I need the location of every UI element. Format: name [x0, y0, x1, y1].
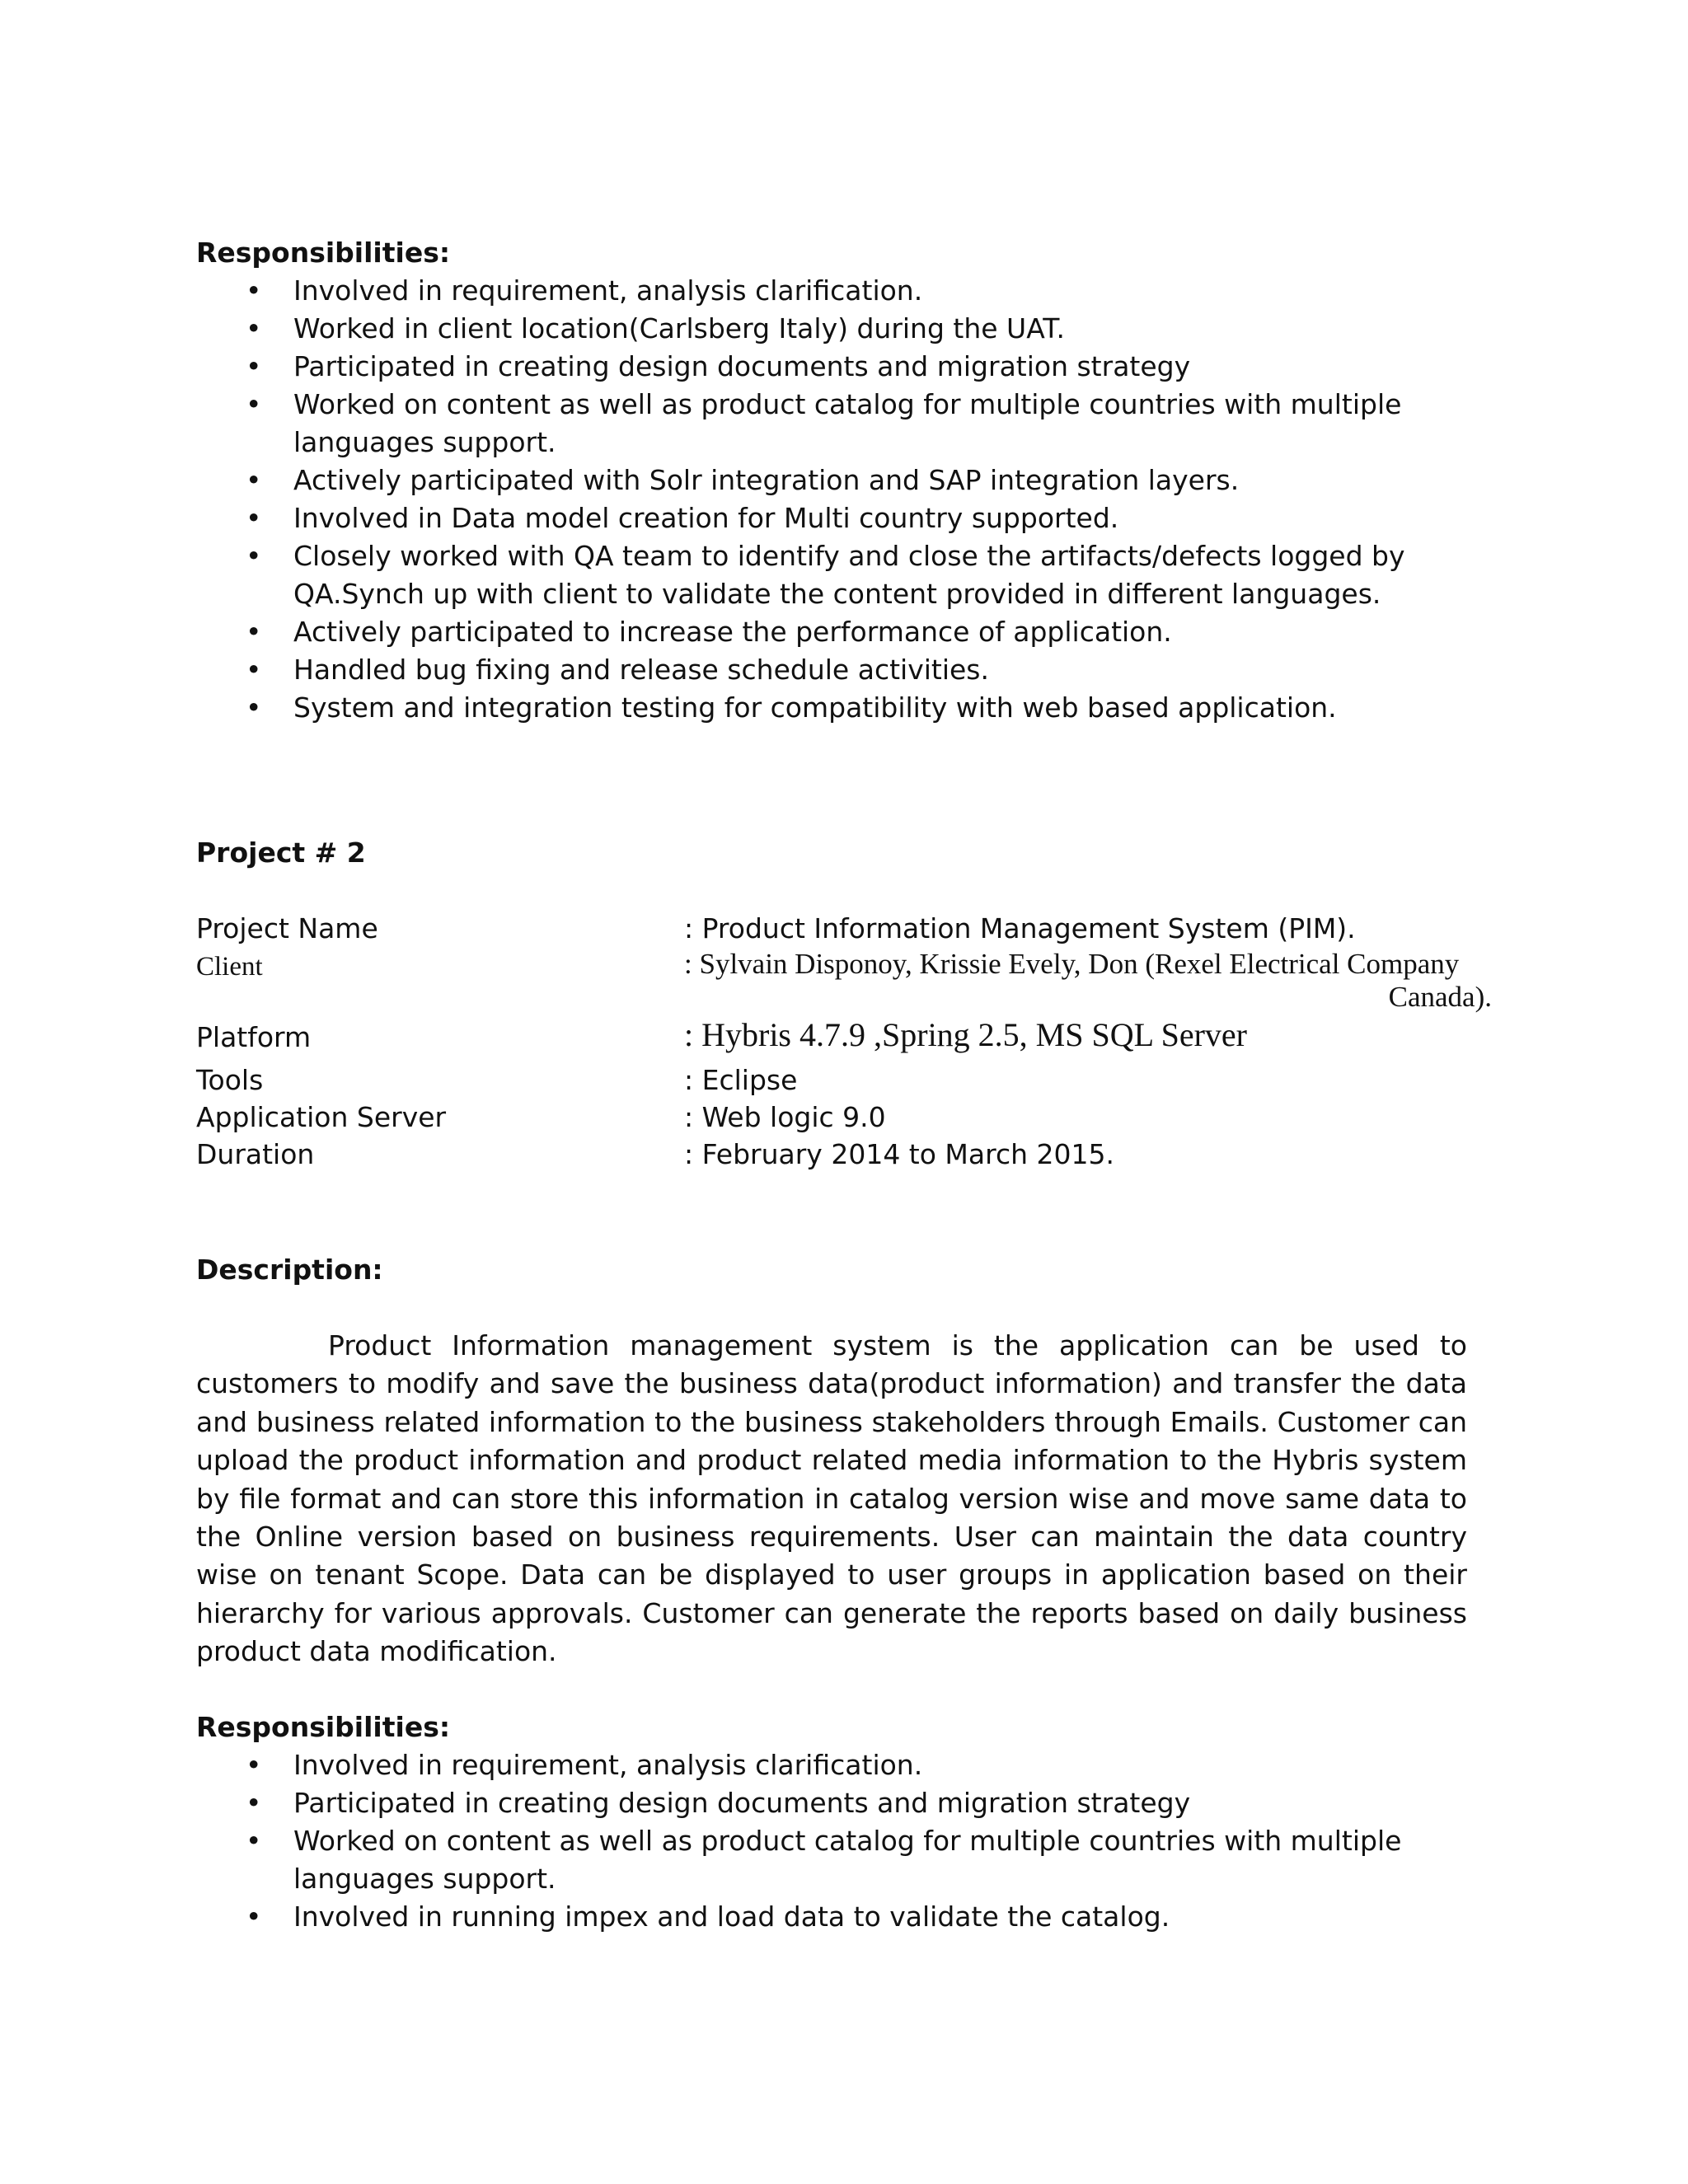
duration-label: Duration	[196, 1138, 315, 1170]
project-name-label: Project Name	[196, 912, 378, 944]
list-item: • Worked on content as well as product catalog for multiple countries with multiple languages support.	[196, 1822, 1482, 1898]
list-item: • Handled bug fixing and release schedule activities.	[196, 651, 1482, 689]
description-paragraph: Product Information management system is the application can be used to customers to modify and save the business data(product information) and transfer the data and business related information to the business stakeholders through Emails. Customer can upload the product information and product related media information to the Hybris system by file format and can store this information in catalog version wise and move same data to the Online version based on business requirements. User can maintain the data country wise on tenant Scope. Data can be displayed to user groups in application based on their hierarchy for various approvals. Customer can generate the reports based on daily business product data modification.	[196, 1329, 1467, 1668]
tools-label: Tools	[196, 1064, 264, 1096]
list-item: • Worked in client location(Carlsberg Italy) during the UAT.	[196, 310, 1482, 348]
app-server-value: : Web logic 9.0	[684, 1101, 886, 1133]
list-item: • System and integration testing for compatibility with web based application.	[196, 689, 1482, 727]
platform-value: : Hybris 4.7.9 ,Spring 2.5, MS SQL Server	[684, 1016, 1247, 1053]
duration-value: : February 2014 to March 2015.	[684, 1138, 1114, 1170]
responsibilities-heading: Responsibilities:	[196, 1711, 451, 1743]
project-heading: Project # 2	[196, 837, 366, 869]
list-item: • Involved in requirement, analysis clarification.	[196, 1746, 1482, 1784]
client-label: Client	[196, 952, 263, 982]
responsibilities-list	[196, 1746, 1482, 1936]
client-value-line1: : Sylvain Disponoy, Krissie Evely, Don (Rexel Electrical Company	[684, 948, 1460, 980]
list-item: • Closely worked with QA team to identify and close the artifacts/defects logged by QA.Synch up with client to validate the content provided in different languages.	[196, 537, 1482, 613]
list-item: • Participated in creating design documents and migration strategy	[196, 1784, 1482, 1822]
list-item: • Involved in requirement, analysis clarification.	[196, 272, 1482, 310]
list-item: • Involved in running impex and load data to validate the catalog.	[196, 1898, 1482, 1936]
list-item: • Participated in creating design documents and migration strategy	[196, 348, 1482, 386]
description-heading: Description:	[196, 1254, 383, 1286]
responsibilities-list	[196, 272, 1482, 727]
project-name-value: : Product Information Management System (PIM).	[684, 912, 1356, 944]
app-server-label: Application Server	[196, 1101, 447, 1133]
list-item: • Actively participated to increase the performance of application.	[196, 613, 1482, 651]
list-item: • Actively participated with Solr integration and SAP integration layers.	[196, 462, 1482, 499]
tools-value: : Eclipse	[684, 1064, 798, 1096]
client-value-line2: Canada).	[1388, 981, 1492, 1013]
responsibilities-heading: Responsibilities:	[196, 237, 451, 269]
list-item: • Involved in Data model creation for Multi country supported.	[196, 499, 1482, 537]
platform-label: Platform	[196, 1021, 312, 1053]
list-item: • Worked on content as well as product catalog for multiple countries with multiple languages support.	[196, 386, 1482, 462]
client-value	[684, 948, 1498, 1014]
